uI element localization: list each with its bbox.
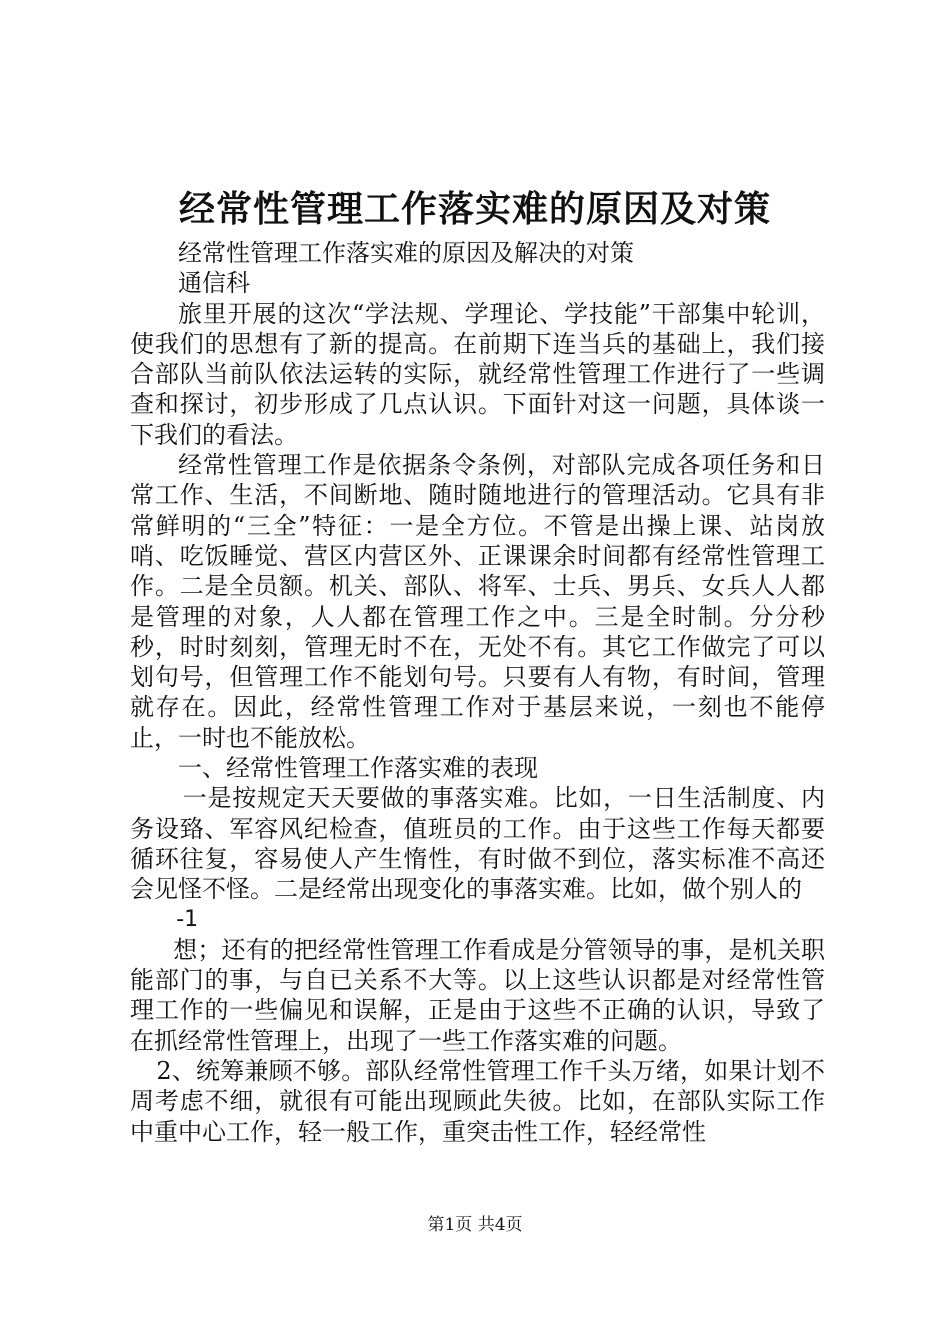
paragraph: 一是按规定天天要做的事落实难。比如，一日生活制度、内务设臵、军容风纪检查，值班员的工作。由于这些工作每天都要循环往复，容易使人产生惰性，有时做不到位，落实标准不高还会见怪不怪。二是经常出现变化的事落实难。比如，做个别人的 — [130, 784, 825, 904]
section-heading: 一、经常性管理工作落实难的表现 — [178, 754, 538, 783]
paragraph: 旅里开展的这次“学法规、学理论、学技能”干部集中轮训，使我们的思想有了新的提高。在前期下连当兵的基础上，我们接合部队当前队依法运转的实际，就经常性管理工作进行了一些调查和探讨，初步形成了几点认识。下面针对这一问题，具体谈一下我们的看法。 — [130, 299, 825, 449]
paragraph: 经常性管理工作是依据条令条例，对部队完成各项任务和日常工作、生活，不间断地、随时随地进行的管理活动。它具有非常鲜明的“三全”特征：一是全方位。不管是出操上课、站岗放哨、吃饭睡觉、营区内营区外、正课课余时间都有经常性管理工作。二是全员额。机关、部队、将军、士兵、男兵、女兵人人都是管理的对象，人人都在管理工作之中。三是全时制。分分秒秒，时时刻刻，管理无时不在，无处不有。其它工作做完了可以划句号，但管理工作不能划句号。只要有人有物，有时间，管理就存在。因此，经常性管理工作对于基层来说，一刻也不能停止，一时也不能放松。 — [130, 451, 825, 752]
page-break-number: -1 — [176, 906, 199, 932]
document-body — [130, 238, 825, 1147]
document-title: 经常性管理工作落实难的原因及对策 — [178, 188, 771, 230]
paragraph: 2、统筹兼顾不够。部队经常性管理工作千头万绪，如果计划不周考虑不细，就很有可能出现顾此失彼。比如，在部队实际工作中重中心工作，轻一般工作，重突击性工作，轻经常性 — [130, 1057, 825, 1146]
page-footer: 第1页 共4页 — [427, 1215, 523, 1235]
document-subtitle: 经常性管理工作落实难的原因及解决的对策 — [178, 239, 634, 267]
paragraph: 想；还有的把经常性管理工作看成是分管领导的事，是机关职能部门的事，与自已关系不大等。以上这些认识都是对经常性管理工作的一些偏见和误解，正是由于这些不正确的认识，导致了在抓经常性管理上，出现了一些工作落实难的问题。 — [130, 935, 825, 1055]
document-author: 通信科 — [178, 269, 250, 298]
